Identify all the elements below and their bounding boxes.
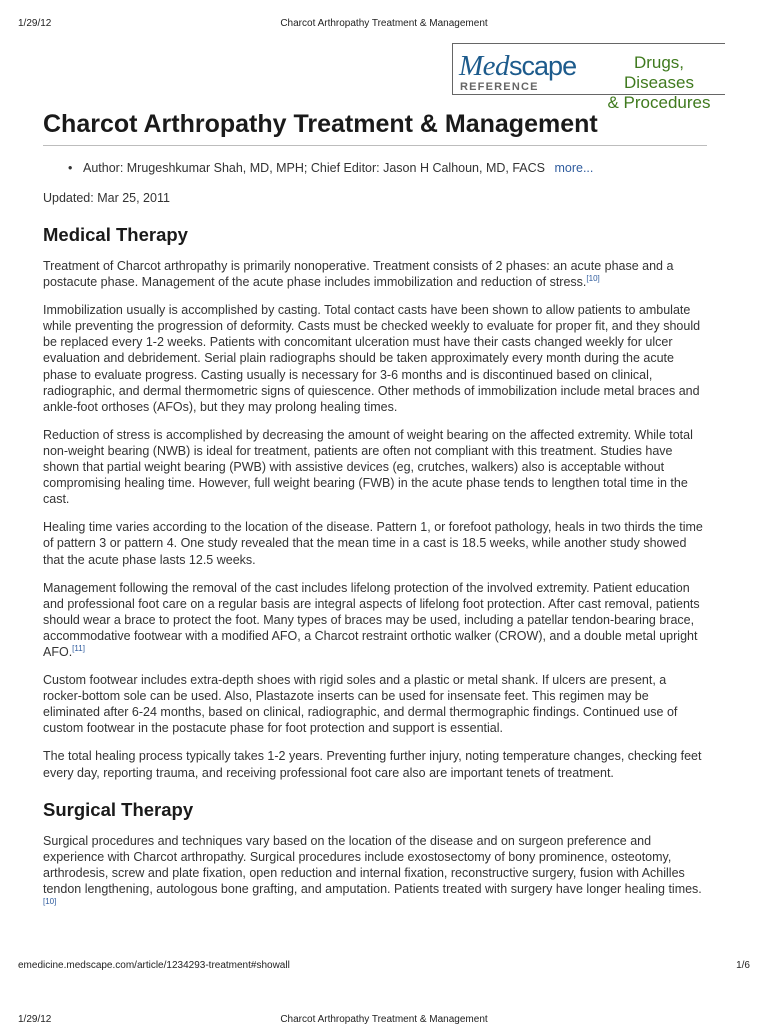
- more-link[interactable]: more...: [554, 161, 594, 175]
- print-date: 1/29/12: [18, 18, 52, 29]
- paragraph: [43, 672, 707, 736]
- reference-link[interactable]: [11]: [72, 643, 85, 653]
- reference-link[interactable]: [10]: [586, 274, 600, 284]
- page-title: Charcot Arthropathy Treatment & Management: [43, 109, 707, 146]
- paragraph: [43, 833, 707, 913]
- page-number: 1/6: [736, 960, 750, 971]
- author-text: Author: Mrugeshkumar Shah, MD, MPH; Chief Editor: Jason H Calhoun, MD, FACS: [83, 161, 545, 175]
- paragraph: [43, 519, 707, 567]
- paragraph-text: Reduction of stress is accomplished by decreasing the amount of weight bearing on the affected extremity. While total non-weight bearing (NWB) is ideal for treatment, patients are often not compliant with this treatment. Studies have shown that partial weight bearing (PWB) with assistive devices (eg, crutches, walkers) also is acceptable without compromising healing time. However, full weight bearing (FWB) in the acute phase tends to lengthen total time in the cast.: [43, 427, 693, 507]
- page-url: emedicine.medscape.com/article/1234293-treatment#showall: [18, 960, 290, 971]
- paragraph-text: Management following the removal of the cast includes lifelong protection of the involved extremity. Patient education and professional foot care on a regular basis are integral aspects of lifelong foot protection. After cast removal, patients should wear a brace to protect the foot. Many types of braces may be used, including a patellar tendon-bearing brace, accommodative footwear with a modified AFO, a Charcot restraint orthotic walker (CROW), and a double metal upright AFO.: [43, 580, 700, 659]
- paragraph-text: Surgical procedures and techniques vary based on the location of the disease and on surgeon preference and experience with Charcot arthropathy. Surgical procedures include exostosectomy of bony prominence, osteotomy, arthrodesis, screw and plate fixation, open reduction and internal fixation, reconstructive surgery, fusion with Achilles tendon lengthening, autologous bone grafting, and amputation. Patients treated with surgery have longer healing times.: [43, 833, 702, 896]
- updated-date: Updated: Mar 25, 2011: [43, 191, 170, 205]
- medscape-logo[interactable]: [452, 43, 725, 112]
- paragraph-text: Treatment of Charcot arthropathy is primarily nonoperative. Treatment consists of 2 phases: an acute phase and a postacute phase. Management of the acute phase includes immobilization and reduction of stress.: [43, 259, 674, 290]
- print-title: Charcot Arthropathy Treatment & Management: [280, 18, 488, 29]
- paragraph: [43, 748, 707, 780]
- article-sections: [43, 224, 707, 913]
- next-print-date: 1/29/12: [18, 1014, 52, 1025]
- logo-subtitle: REFERENCE: [460, 81, 539, 93]
- paragraph: [43, 427, 707, 507]
- bullet-icon: •: [68, 161, 73, 175]
- paragraph-text: Immobilization usually is accomplished by casting. Total contact casts have been shown to allow patients to ambulate while preventing the progression of deformity. Casts must be checked weekly to evaluate for proper fit, and they should be replaced every 1-2 weeks. Patients with concomitant ulceration must have their casts changed weekly for ulcer evaluation and debridement. Serial plain radiographs should be taken approximately every month during the acute phase to evaluate progress. Casting usually is necessary for 3-6 months and is discontinued based on clinical, radiographic, and dermal thermometric signs of quiescence. Other methods of immobilization include metal braces and ankle-foot orthoses (AFOs), but they may prolong healing times.: [43, 303, 701, 414]
- logo-brand: Medscape: [459, 50, 577, 82]
- section-heading: Medical Therapy: [43, 224, 188, 245]
- paragraph: [43, 258, 707, 290]
- next-print-title: Charcot Arthropathy Treatment & Management: [280, 1014, 488, 1025]
- logo-tagline: Drugs, Diseases & Procedures: [607, 53, 711, 112]
- section-heading: Surgical Therapy: [43, 798, 194, 820]
- author-line: [43, 160, 707, 176]
- paragraph: [43, 302, 707, 415]
- paragraph-text: The total healing process typically takes 1-2 years. Preventing further injury, noting temperature changes, checking feet every day, reporting trauma, and receiving professional foot care also are important tenets of treatment.: [43, 749, 702, 780]
- paragraph: [43, 580, 707, 660]
- paragraph-text: Healing time varies according to the location of the disease. Pattern 1, or forefoot pathology, heals in two thirds the time of pattern 3 or pattern 4. One study revealed that the mean time in a cast is 18.5 weeks, while another study showed that the acute phase lasts 12.5 weeks.: [43, 520, 703, 567]
- article-content: [43, 109, 707, 925]
- paragraph-text: Custom footwear includes extra-depth shoes with rigid soles and a plastic or metal shank. If ulcers are present, a rocker-bottom sole can be used. Also, Plastazote inserts can be used for insensate feet. This regimen may be eliminated after 6-24 months, based on clinical, radiographic, and dermal thermographic findings. Continued use of custom footwear in the postacute phase for foot protection and support is essential.: [43, 673, 678, 736]
- reference-link[interactable]: [10]: [43, 897, 57, 906]
